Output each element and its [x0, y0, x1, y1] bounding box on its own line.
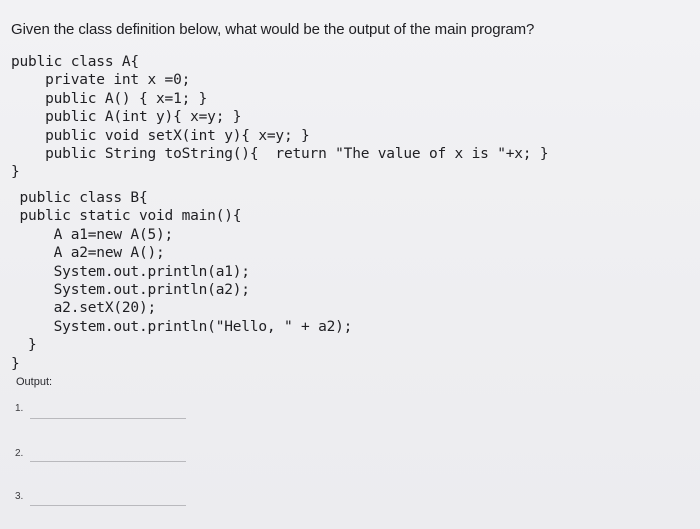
code-line: public A(int y){ x=y; } [11, 109, 242, 126]
output-label: Output: [16, 376, 53, 388]
answer-number-3: 3. [15, 491, 24, 502]
code-line: System.out.println("Hello, " + a2); [11, 318, 353, 335]
answer-number-1: 1. [15, 403, 24, 414]
code-line: public static void main(){ [11, 208, 242, 225]
code-line: } [11, 164, 20, 181]
code-line: private int x =0; [11, 72, 191, 89]
code-line: public String toString(){ return "The value of x is "+x; } [11, 146, 549, 163]
code-line: public void setX(int y){ x=y; } [11, 127, 310, 144]
code-line: public class A{ [11, 54, 139, 70]
class-b-code [11, 189, 352, 373]
code-line: A a2=new A(); [11, 245, 165, 262]
code-line: } [11, 337, 37, 354]
code-line: public A() { x=1; } [11, 90, 208, 107]
code-line: A a1=new A(5); [11, 226, 174, 243]
code-line: a2.setX(20); [11, 300, 157, 317]
code-line: System.out.println(a2); [11, 282, 250, 299]
answer-blank-2[interactable] [30, 461, 186, 462]
answer-blank-1[interactable] [30, 418, 186, 419]
code-line: System.out.println(a1); [11, 263, 250, 280]
code-line: } [11, 355, 20, 372]
answer-number-2: 2. [15, 448, 24, 459]
question-text: Given the class definition below, what would be the output of the main program? [11, 21, 535, 38]
code-line: public class B{ [11, 190, 148, 206]
answer-blank-3[interactable] [30, 505, 186, 506]
class-a-code [11, 53, 548, 182]
